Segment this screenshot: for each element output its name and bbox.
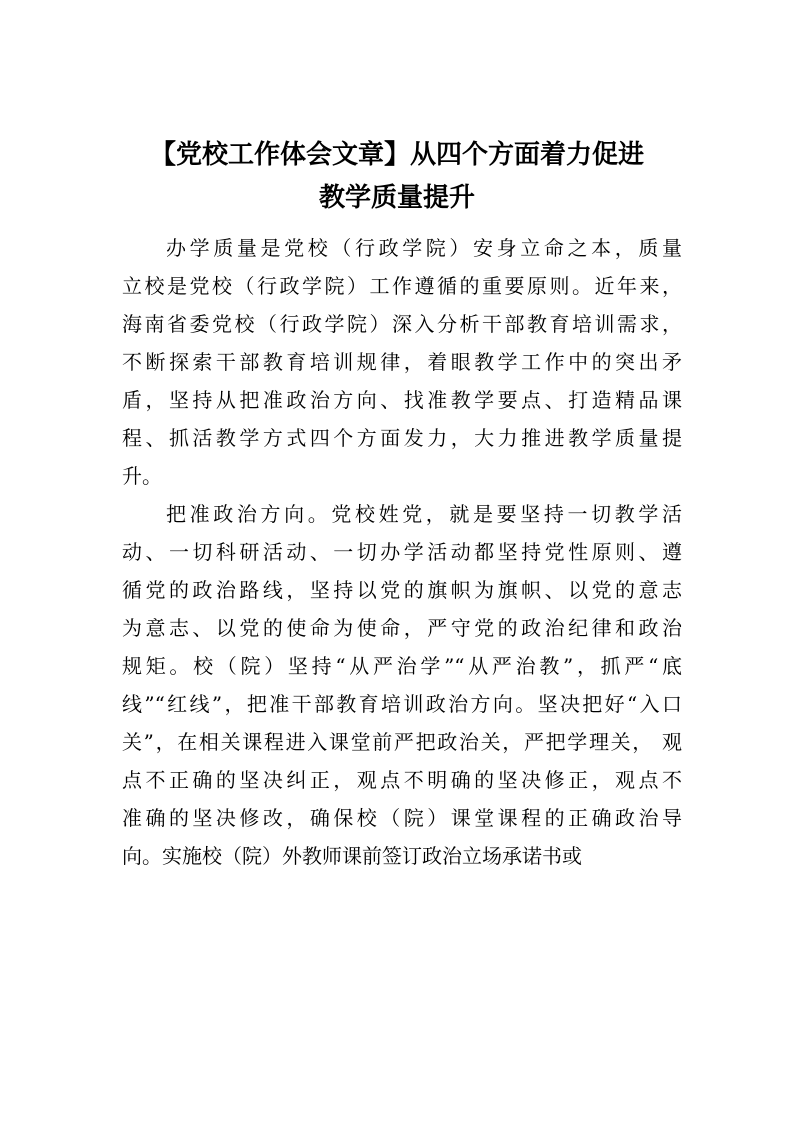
paragraph-line: 向。实施校（院）外教师课前签订政治立场承诺书或 <box>122 844 582 868</box>
document-title <box>100 134 694 220</box>
paragraph-line: 关”，在相关课程进入课堂前严把政治关，严把学理关， 观 <box>122 730 682 754</box>
paragraph-line: 海南省委党校（行政学院）深入分析干部教育培训需求， <box>122 312 682 336</box>
paragraph-line: 规矩。校（院）坚持“从严治学”“从严治教”，抓严“底 <box>122 654 682 678</box>
paragraph-line: 办学质量是党校（行政学院）安身立命之本，质量 <box>166 236 682 260</box>
paragraph-line: 把准政治方向。党校姓党，就是要坚持一切教学活 <box>166 502 682 526</box>
title-line: 教学质量提升 <box>318 183 475 213</box>
document-body <box>122 229 682 875</box>
paragraph-line: 盾，坚持从把准政治方向、找准教学要点、打造精品课 <box>122 388 682 412</box>
paragraph-line: 动、一切科研活动、一切办学活动都坚持党性原则、遵 <box>122 540 682 564</box>
paragraph-line: 程、抓活教学方式四个方面发力，大力推进教学质量提 <box>122 426 682 450</box>
paragraph-line: 不断探索干部教育培训规律，着眼教学工作中的突出矛 <box>122 350 682 374</box>
paragraph-line: 准确的坚决修改，确保校（院）课堂课程的正确政治导 <box>122 806 682 830</box>
paragraph-line: 为意志、以党的使命为使命，严守党的政治纪律和政治 <box>122 616 682 640</box>
paragraph-line: 点不正确的坚决纠正，观点不明确的坚决修正，观点不 <box>122 768 682 792</box>
paragraph-line: 线”“红线”，把准干部教育培训政治方向。坚决把好“入口 <box>122 692 682 716</box>
title-line: 【党校工作体会文章】从四个方面着力促进 <box>149 140 644 170</box>
paragraph-line: 循党的政治路线，坚持以党的旗帜为旗帜、以党的意志 <box>122 578 682 602</box>
paragraph-1 <box>122 229 682 495</box>
paragraph-line: 立校是党校（行政学院）工作遵循的重要原则。近年来， <box>122 274 682 298</box>
paragraph-2 <box>122 495 682 875</box>
paragraph-line: 升。 <box>122 464 162 488</box>
